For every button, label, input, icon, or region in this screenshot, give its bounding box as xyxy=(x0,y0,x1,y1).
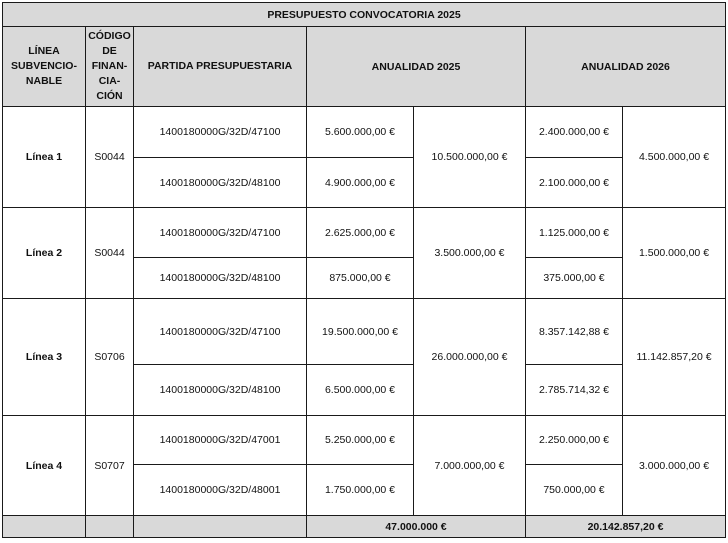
anualidad-2026-value: 2.250.000,00 € xyxy=(526,416,623,465)
anualidad-2025-value: 19.500.000,00 € xyxy=(307,299,414,365)
linea-label: Línea 3 xyxy=(3,299,86,416)
header-anualidad-2025: ANUALIDAD 2025 xyxy=(307,27,526,107)
anualidad-2026-value: 2.785.714,32 € xyxy=(526,365,623,416)
anualidad-2025-value: 5.600.000,00 € xyxy=(307,107,414,158)
table-row xyxy=(3,416,726,465)
partida-value: 1400180000G/32D/47100 xyxy=(134,208,307,258)
empty-cell xyxy=(86,516,134,538)
codigo-value: S0044 xyxy=(86,107,134,208)
total-2026-value: 3.000.000,00 € xyxy=(623,416,726,516)
grand-total-2025: 47.000.000 € xyxy=(307,516,526,538)
partida-value: 1400180000G/32D/48100 xyxy=(134,258,307,299)
empty-cell xyxy=(134,516,307,538)
table-title: PRESUPUESTO CONVOCATORIA 2025 xyxy=(3,3,726,27)
anualidad-2026-value: 1.125.000,00 € xyxy=(526,208,623,258)
total-2025-value: 7.000.000,00 € xyxy=(414,416,526,516)
totals-row xyxy=(3,516,726,538)
codigo-value: S0707 xyxy=(86,416,134,516)
codigo-value: S0044 xyxy=(86,208,134,299)
anualidad-2026-value: 8.357.142,88 € xyxy=(526,299,623,365)
budget-table xyxy=(2,2,726,538)
anualidad-2026-value: 375.000,00 € xyxy=(526,258,623,299)
table-row xyxy=(3,107,726,158)
total-2026-value: 1.500.000,00 € xyxy=(623,208,726,299)
table-row xyxy=(3,299,726,365)
anualidad-2025-value: 2.625.000,00 € xyxy=(307,208,414,258)
partida-value: 1400180000G/32D/48001 xyxy=(134,465,307,516)
anualidad-2025-value: 875.000,00 € xyxy=(307,258,414,299)
anualidad-2025-value: 4.900.000,00 € xyxy=(307,158,414,208)
title-row xyxy=(3,3,726,27)
anualidad-2026-value: 750.000,00 € xyxy=(526,465,623,516)
linea-label: Línea 4 xyxy=(3,416,86,516)
total-2026-value: 4.500.000,00 € xyxy=(623,107,726,208)
header-linea: LÍNEA SUBVENCIO-NABLE xyxy=(3,27,86,107)
table-row xyxy=(3,208,726,258)
anualidad-2025-value: 5.250.000,00 € xyxy=(307,416,414,465)
partida-value: 1400180000G/32D/47001 xyxy=(134,416,307,465)
header-codigo: CÓDIGO DE FINAN-CIA-CIÓN xyxy=(86,27,134,107)
codigo-value: S0706 xyxy=(86,299,134,416)
empty-cell xyxy=(3,516,86,538)
header-partida: PARTIDA PRESUPUESTARIA xyxy=(134,27,307,107)
total-2025-value: 3.500.000,00 € xyxy=(414,208,526,299)
partida-value: 1400180000G/32D/48100 xyxy=(134,365,307,416)
partida-value: 1400180000G/32D/48100 xyxy=(134,158,307,208)
anualidad-2025-value: 6.500.000,00 € xyxy=(307,365,414,416)
grand-total-2026: 20.142.857,20 € xyxy=(526,516,726,538)
total-2026-value: 11.142.857,20 € xyxy=(623,299,726,416)
linea-label: Línea 2 xyxy=(3,208,86,299)
total-2025-value: 26.000.000,00 € xyxy=(414,299,526,416)
header-row xyxy=(3,27,726,107)
header-anualidad-2026: ANUALIDAD 2026 xyxy=(526,27,726,107)
anualidad-2026-value: 2.400.000,00 € xyxy=(526,107,623,158)
linea-label: Línea 1 xyxy=(3,107,86,208)
anualidad-2026-value: 2.100.000,00 € xyxy=(526,158,623,208)
partida-value: 1400180000G/32D/47100 xyxy=(134,299,307,365)
anualidad-2025-value: 1.750.000,00 € xyxy=(307,465,414,516)
total-2025-value: 10.500.000,00 € xyxy=(414,107,526,208)
partida-value: 1400180000G/32D/47100 xyxy=(134,107,307,158)
